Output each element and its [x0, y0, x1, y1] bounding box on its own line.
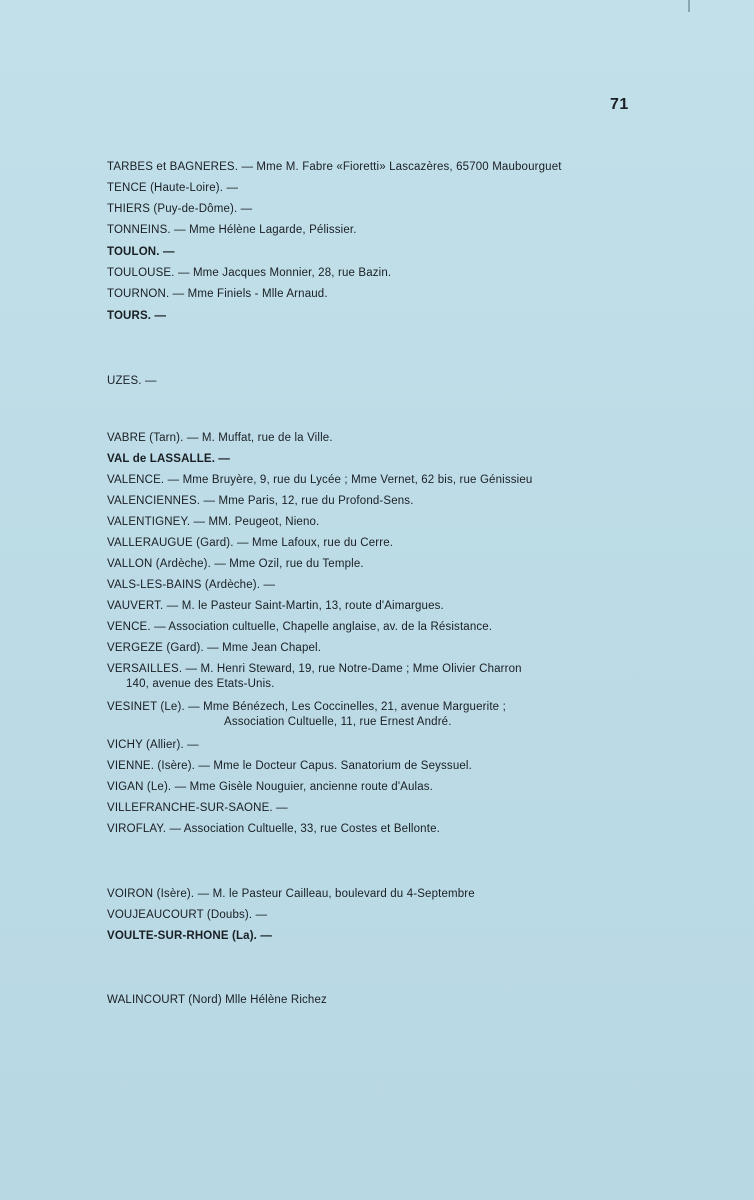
entry-vals-les-bains	[107, 578, 275, 593]
entry-text: — Mme Ozil, rue du Temple.	[210, 558, 364, 570]
entry-text: —	[159, 246, 175, 258]
entry-place: VICHY (Allier).	[107, 739, 184, 751]
entry-voulte-sur-rhone	[107, 929, 272, 944]
entry-place: VOIRON (Isère).	[107, 888, 195, 900]
entry-voujeaucourt	[107, 908, 267, 923]
entry-tonneins	[107, 223, 357, 238]
entry-text: — Mme Hélène Lagarde, Pélissier.	[170, 224, 357, 236]
entry-place: VALLERAUGUE (Gard).	[107, 537, 234, 549]
entry-place: VALENCE.	[107, 474, 165, 486]
entry-place: TARBES et BAGNERES.	[107, 161, 239, 173]
entry-place: TOURS.	[107, 310, 152, 322]
entry-versailles	[107, 662, 522, 692]
entry-text: —	[272, 802, 288, 814]
entry-continuation: Association Cultuelle, 11, rue Ernest André.	[224, 716, 452, 728]
entry-place: VERGEZE (Gard).	[107, 642, 204, 654]
entry-place: VALLON (Ardèche).	[107, 558, 211, 570]
entry-place: TOULOUSE.	[107, 267, 175, 279]
entry-tarbes	[107, 160, 562, 175]
entry-text: —	[151, 310, 167, 322]
entry-valentigney	[107, 515, 319, 530]
entry-place: TOURNON.	[107, 288, 170, 300]
entry-text: — Mme Lafoux, rue du Cerre.	[233, 537, 394, 549]
entry-text: — M. le Pasteur Cailleau, boulevard du 4-Septembre	[194, 888, 475, 900]
entry-toulon	[107, 245, 175, 260]
entry-place: VALENCIENNES.	[107, 495, 201, 507]
entry-place: TOULON.	[107, 246, 160, 258]
entry-valleraugue	[107, 536, 393, 551]
entry-place: VAUVERT.	[107, 600, 164, 612]
entry-text: — Mme Paris, 12, rue du Profond-Sens.	[200, 495, 414, 507]
entry-text: —	[252, 909, 268, 921]
entry-text: — Mme Gisèle Nouguier, ancienne route d'Aulas.	[171, 781, 434, 793]
entry-vichy	[107, 738, 199, 753]
entry-place: VENCE.	[107, 621, 151, 633]
entry-place: VABRE (Tarn).	[107, 432, 184, 444]
entry-text: — Mme Bruyère, 9, rue du Lycée ; Mme Vernet, 62 bis, rue Génissieu	[164, 474, 533, 486]
entry-text: — M. le Pasteur Saint-Martin, 13, route d'Aimargues.	[163, 600, 444, 612]
entry-text: — M. Muffat, rue de la Ville.	[183, 432, 333, 444]
entry-tence	[107, 181, 238, 196]
entry-place: VOUJEAUCOURT (Doubs).	[107, 909, 253, 921]
entry-place: VERSAILLES.	[107, 663, 183, 675]
entry-vauvert	[107, 599, 444, 614]
entry-vergeze	[107, 641, 321, 656]
entry-text: — Mme Finiels - Mlle Arnaud.	[169, 288, 328, 300]
entry-thiers	[107, 202, 252, 217]
entry-text: — Mme Jacques Monnier, 28, rue Bazin.	[174, 267, 392, 279]
entry-toulouse	[107, 266, 391, 281]
entry-continuation: 140, avenue des Etats-Unis.	[126, 678, 275, 690]
entry-place: THIERS (Puy-de-Dôme).	[107, 203, 238, 215]
entry-place: VOULTE-SUR-RHONE (La).	[107, 930, 258, 942]
entry-place: TONNEINS.	[107, 224, 171, 236]
entry-text: —	[183, 739, 199, 751]
entry-place: VILLEFRANCHE-SUR-SAONE.	[107, 802, 273, 814]
entry-text: —	[215, 453, 231, 465]
entry-text: — Mme M. Fabre «Fioretti» Lascazères, 65700 Maubourguet	[238, 161, 562, 173]
entry-tournon	[107, 287, 328, 302]
entry-val-de-lassalle	[107, 452, 230, 467]
entry-text: — Association cultuelle, Chapelle anglaise, av. de la Résistance.	[150, 621, 493, 633]
entry-place: VIGAN (Le).	[107, 781, 172, 793]
entry-vigan	[107, 780, 433, 795]
entry-text: — Association Cultuelle, 33, rue Costes et Bellonte.	[166, 823, 440, 835]
entry-vence	[107, 620, 492, 635]
entry-text: — Mme le Docteur Capus. Sanatorium de Seyssuel.	[195, 760, 472, 772]
entry-place: VAL de LASSALLE.	[107, 453, 216, 465]
entry-place: VALENTIGNEY.	[107, 516, 191, 528]
entry-text: Mlle Hélène Richez	[221, 994, 327, 1006]
entry-text: —	[141, 375, 157, 387]
entry-villefranche	[107, 801, 288, 816]
page-edge-mark	[688, 0, 690, 12]
entry-voiron	[107, 887, 475, 902]
page-number: 71	[610, 96, 629, 113]
entry-text: — M. Henri Steward, 19, rue Notre-Dame ; Mme Olivier Charron	[182, 663, 522, 675]
entry-text: — MM. Peugeot, Nieno.	[190, 516, 320, 528]
entry-place: UZES.	[107, 375, 142, 387]
entry-text: —	[223, 182, 239, 194]
entry-text: —	[257, 930, 273, 942]
entry-text: —	[237, 203, 253, 215]
entry-tours	[107, 309, 166, 324]
entry-text: —	[260, 579, 276, 591]
entry-vabre	[107, 431, 333, 446]
entry-place: WALINCOURT (Nord)	[107, 994, 222, 1006]
entry-valence	[107, 473, 532, 488]
entry-text: — Mme Jean Chapel.	[203, 642, 322, 654]
entry-place: VIROFLAY.	[107, 823, 167, 835]
entry-place: VIENNE. (Isère).	[107, 760, 196, 772]
entry-place: TENCE (Haute-Loire).	[107, 182, 224, 194]
entry-vienne	[107, 759, 472, 774]
entry-place: VESINET (Le).	[107, 701, 185, 713]
entry-place: VALS-LES-BAINS (Ardèche).	[107, 579, 261, 591]
entry-text: — Mme Bénézech, Les Coccinelles, 21, avenue Marguerite ;	[184, 701, 506, 713]
entry-viroflay	[107, 822, 440, 837]
entry-walincourt	[107, 993, 327, 1008]
entry-uzes	[107, 374, 157, 389]
entry-vesinet	[107, 700, 506, 730]
entry-valenciennes	[107, 494, 414, 509]
entry-vallon	[107, 557, 364, 572]
